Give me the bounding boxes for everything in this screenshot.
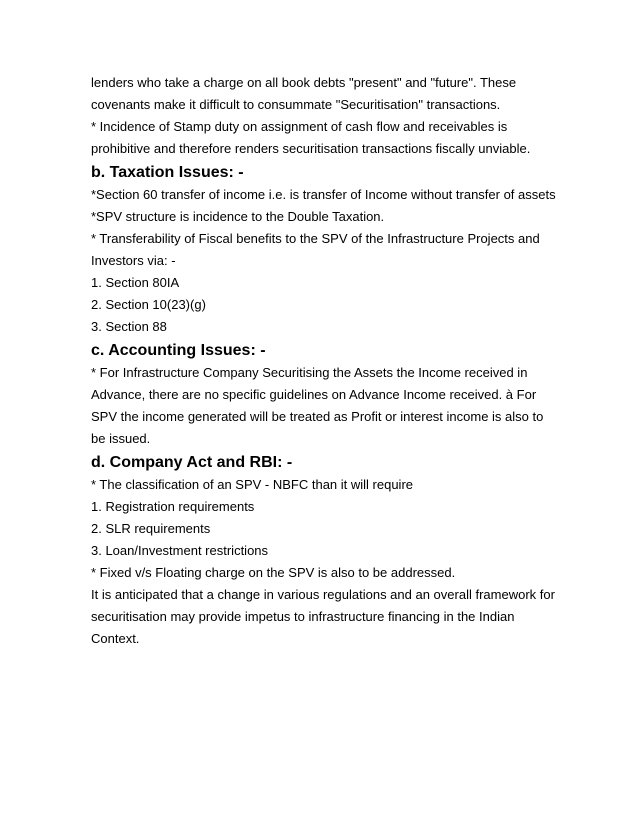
text-line: lenders who take a charge on all book debts "present" and "future". These xyxy=(91,75,517,90)
text-line: securitisation may provide impetus to infrastructure financing in the Indian xyxy=(91,609,515,624)
text-line: * For Infrastructure Company Securitising the Assets the Income received in xyxy=(91,365,528,380)
list-item: 1. Section 80IA xyxy=(91,275,180,290)
list-item: 1. Registration requirements xyxy=(91,499,255,514)
text-line: * Transferability of Fiscal benefits to the SPV of the Infrastructure Projects and xyxy=(91,231,540,246)
section-accounting-issues xyxy=(91,340,578,450)
list-item: 3. Section 88 xyxy=(91,319,167,334)
text-line: covenants make it difficult to consummate "Securitisation" transactions. xyxy=(91,97,501,112)
list-item: 3. Loan/Investment restrictions xyxy=(91,543,269,558)
text-line: be issued. xyxy=(91,431,151,446)
intro-paragraph xyxy=(91,72,578,160)
list-item: 2. Section 10(23)(g) xyxy=(91,297,206,312)
text-line: *Section 60 transfer of income i.e. is transfer of Income without transfer of assets xyxy=(91,187,556,202)
section-heading: b. Taxation Issues: - xyxy=(91,164,244,181)
text-line: SPV the income generated will be treated as Profit or interest income is also to xyxy=(91,409,544,424)
text-line: It is anticipated that a change in various regulations and an overall framework for xyxy=(91,587,555,602)
text-line: Advance, there are no specific guidelines on Advance Income received. à For xyxy=(91,387,537,402)
text-line: *SPV structure is incidence to the Double Taxation. xyxy=(91,209,385,224)
text-line: Investors via: - xyxy=(91,253,176,268)
text-line: * Incidence of Stamp duty on assignment of cash flow and receivables is xyxy=(91,119,508,134)
text-line: * Fixed v/s Floating charge on the SPV is also to be addressed. xyxy=(91,565,456,580)
section-taxation-issues xyxy=(91,162,578,338)
section-heading: d. Company Act and RBI: - xyxy=(91,454,293,471)
text-line: Context. xyxy=(91,631,140,646)
list-item: 2. SLR requirements xyxy=(91,521,211,536)
text-line: prohibitive and therefore renders securitisation transactions fiscally unviable. xyxy=(91,141,531,156)
text-line: * The classification of an SPV - NBFC than it will require xyxy=(91,477,414,492)
section-heading: c. Accounting Issues: - xyxy=(91,342,266,359)
section-company-act-rbi xyxy=(91,452,578,650)
